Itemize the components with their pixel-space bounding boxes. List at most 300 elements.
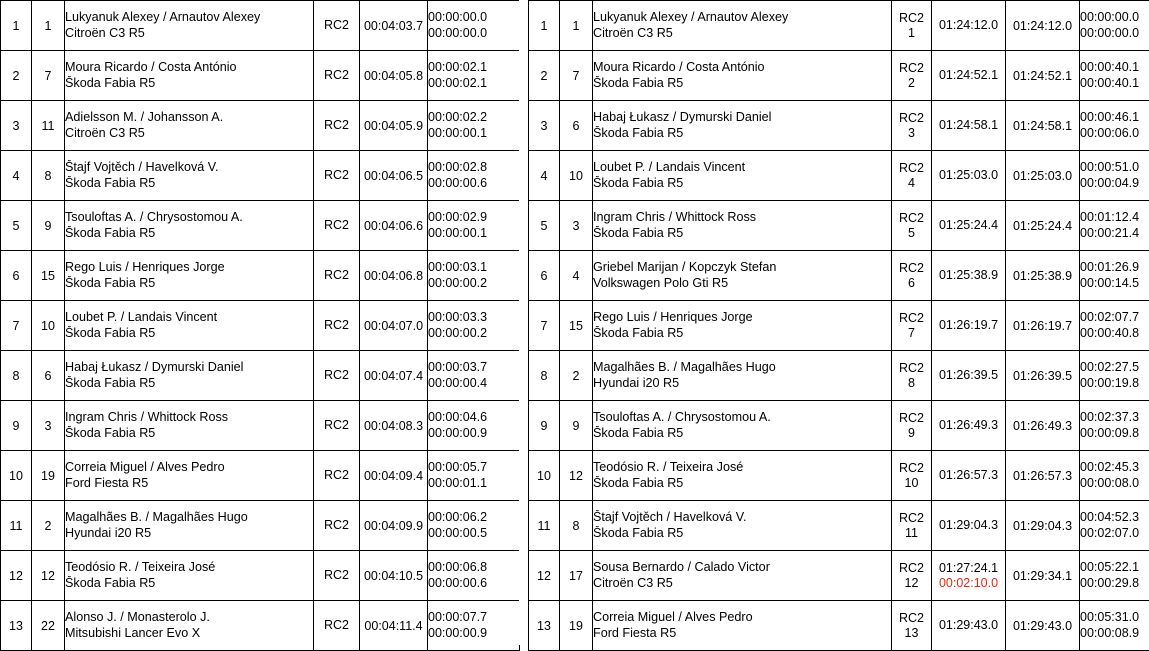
- class-cell: [892, 301, 932, 351]
- crew-car: Škoda Fabia R5: [65, 276, 313, 291]
- running-time-cell: [932, 301, 1006, 351]
- crew-cell: [65, 151, 314, 201]
- car-number: 9: [560, 401, 593, 451]
- table-row: [1, 401, 520, 451]
- overall-position: 2: [529, 51, 560, 101]
- stage-time: 00:04:06.8: [360, 251, 428, 301]
- penalty-time: 00:02:10.0: [932, 576, 1005, 591]
- running-time: 01:24:52.1: [932, 68, 1005, 83]
- crew-cell: [593, 501, 892, 551]
- class-cell: [892, 601, 932, 651]
- car-number: 7: [560, 51, 593, 101]
- class-rank: 3: [892, 126, 931, 140]
- table-row: [1, 201, 520, 251]
- diff-to-leader: 00:00:06.2: [428, 510, 519, 525]
- class-rank: 10: [892, 476, 931, 490]
- running-time: 01:25:03.0: [932, 168, 1005, 183]
- crew-cell: [65, 201, 314, 251]
- class-cell: [314, 451, 360, 501]
- class-name: RC2: [892, 611, 931, 625]
- overall-position: 3: [529, 101, 560, 151]
- crew-car: Citroën C3 R5: [593, 576, 891, 591]
- class-name: RC2: [892, 511, 931, 525]
- table-row: [1, 251, 520, 301]
- class-name: RC2: [892, 411, 931, 425]
- crew-cell: [593, 101, 892, 151]
- crew-cell: [593, 1, 892, 51]
- class-cell: [314, 201, 360, 251]
- table-row: [1, 551, 520, 601]
- diff-cell: [1080, 501, 1149, 551]
- diff-to-previous: 00:00:02.1: [428, 76, 519, 91]
- table-row: [1, 101, 520, 151]
- table-row: [529, 551, 1149, 601]
- class-rank: 2: [892, 76, 931, 90]
- car-number: 6: [32, 351, 65, 401]
- class-rank: 6: [892, 276, 931, 290]
- stage-time: 00:04:07.4: [360, 351, 428, 401]
- diff-to-previous: 00:00:29.8: [1080, 576, 1149, 591]
- crew-drivers: Magalhães B. / Magalhães Hugo: [593, 360, 891, 375]
- diff-cell: [428, 601, 520, 651]
- running-time-cell: [932, 401, 1006, 451]
- class-cell: [892, 401, 932, 451]
- crew-car: Škoda Fabia R5: [65, 576, 313, 591]
- crew-car: Volkswagen Polo Gti R5: [593, 276, 891, 291]
- class-cell: [892, 501, 932, 551]
- stage-position: 13: [1, 601, 32, 651]
- diff-to-leader: 00:00:46.1: [1080, 110, 1149, 125]
- crew-car: Škoda Fabia R5: [65, 326, 313, 341]
- stage-position: 6: [1, 251, 32, 301]
- car-number: 17: [560, 551, 593, 601]
- class-cell: [314, 251, 360, 301]
- crew-cell: [593, 51, 892, 101]
- class-cell: [314, 301, 360, 351]
- car-number: 8: [560, 501, 593, 551]
- class-rank: 12: [892, 576, 931, 590]
- crew-drivers: Lukyanuk Alexey / Arnautov Alexey: [65, 10, 313, 25]
- car-number: 2: [560, 351, 593, 401]
- overall-position: 8: [529, 351, 560, 401]
- class-cell: [892, 1, 932, 51]
- crew-cell: [593, 151, 892, 201]
- diff-to-previous: 00:00:00.0: [428, 26, 519, 41]
- car-number: 1: [560, 1, 593, 51]
- class-cell: [314, 51, 360, 101]
- crew-car: Škoda Fabia R5: [593, 226, 891, 241]
- car-number: 1: [32, 1, 65, 51]
- crew-car: Škoda Fabia R5: [593, 426, 891, 441]
- car-number: 2: [32, 501, 65, 551]
- crew-drivers: Habaj Łukasz / Dymurski Daniel: [65, 360, 313, 375]
- crew-drivers: Rego Luis / Henriques Jorge: [65, 260, 313, 275]
- total-time: 01:29:34.1: [1006, 551, 1080, 601]
- class-cell: [314, 1, 360, 51]
- car-number: 11: [32, 101, 65, 151]
- stage-position: 11: [1, 501, 32, 551]
- diff-to-leader: 00:00:00.0: [428, 10, 519, 25]
- running-time: 01:26:39.5: [932, 368, 1005, 383]
- table-row: [529, 51, 1149, 101]
- diff-to-leader: 00:00:03.7: [428, 360, 519, 375]
- crew-car: Citroën C3 R5: [593, 26, 891, 41]
- table-row: [529, 201, 1149, 251]
- crew-drivers: Loubet P. / Landais Vincent: [593, 160, 891, 175]
- class-cell: [892, 101, 932, 151]
- table-row: [529, 151, 1149, 201]
- class-name: RC2: [314, 18, 359, 32]
- class-name: RC2: [314, 268, 359, 282]
- running-time-cell: [932, 151, 1006, 201]
- diff-to-leader: 00:00:51.0: [1080, 160, 1149, 175]
- diff-cell: [428, 551, 520, 601]
- diff-to-leader: 00:04:52.3: [1080, 510, 1149, 525]
- diff-cell: [1080, 551, 1149, 601]
- class-name: RC2: [892, 11, 931, 25]
- diff-to-leader: 00:00:02.1: [428, 60, 519, 75]
- crew-drivers: Štajf Vojtěch / Havelková V.: [593, 510, 891, 525]
- diff-cell: [1080, 51, 1149, 101]
- running-time-cell: [932, 201, 1006, 251]
- diff-to-leader: 00:00:02.9: [428, 210, 519, 225]
- diff-to-previous: 00:00:04.9: [1080, 176, 1149, 191]
- class-rank: 1: [892, 26, 931, 40]
- stage-time: 00:04:11.4: [360, 601, 428, 651]
- car-number: 6: [560, 101, 593, 151]
- class-rank: 4: [892, 176, 931, 190]
- diff-to-leader: 00:00:00.0: [1080, 10, 1149, 25]
- crew-drivers: Tsouloftas A. / Chrysostomou A.: [593, 410, 891, 425]
- total-time: 01:29:43.0: [1006, 601, 1080, 651]
- table-row: [529, 451, 1149, 501]
- class-name: RC2: [314, 118, 359, 132]
- diff-to-previous: 00:00:09.8: [1080, 426, 1149, 441]
- class-name: RC2: [314, 318, 359, 332]
- table-row: [529, 601, 1149, 651]
- stage-position: 2: [1, 51, 32, 101]
- crew-cell: [65, 551, 314, 601]
- overall-results-table: [528, 0, 1149, 651]
- diff-cell: [428, 501, 520, 551]
- class-cell: [892, 451, 932, 501]
- diff-to-previous: 00:00:00.6: [428, 576, 519, 591]
- diff-to-leader: 00:01:26.9: [1080, 260, 1149, 275]
- table-row: [529, 101, 1149, 151]
- table-row: [1, 301, 520, 351]
- stage-results-panel: [0, 0, 519, 651]
- running-time-cell: [932, 251, 1006, 301]
- running-time-cell: [932, 551, 1006, 601]
- overall-position: 13: [529, 601, 560, 651]
- diff-cell: [1080, 201, 1149, 251]
- crew-car: Škoda Fabia R5: [593, 176, 891, 191]
- running-time: 01:27:24.1: [932, 561, 1005, 576]
- diff-cell: [428, 151, 520, 201]
- crew-car: Hyundai i20 R5: [593, 376, 891, 391]
- diff-to-leader: 00:05:22.1: [1080, 560, 1149, 575]
- diff-to-previous: 00:00:00.1: [428, 226, 519, 241]
- stage-time: 00:04:09.4: [360, 451, 428, 501]
- diff-to-previous: 00:00:00.9: [428, 626, 519, 641]
- crew-cell: [65, 351, 314, 401]
- running-time-cell: [932, 51, 1006, 101]
- table-row: [1, 151, 520, 201]
- car-number: 4: [560, 251, 593, 301]
- class-rank: 13: [892, 626, 931, 640]
- diff-to-previous: 00:00:01.1: [428, 476, 519, 491]
- diff-to-leader: 00:00:02.8: [428, 160, 519, 175]
- running-time-cell: [932, 1, 1006, 51]
- overall-position: 9: [529, 401, 560, 451]
- crew-drivers: Rego Luis / Henriques Jorge: [593, 310, 891, 325]
- running-time-cell: [932, 601, 1006, 651]
- crew-drivers: Teodósio R. / Teixeira José: [593, 460, 891, 475]
- crew-cell: [593, 401, 892, 451]
- table-row: [529, 501, 1149, 551]
- crew-cell: [593, 601, 892, 651]
- table-row: [1, 351, 520, 401]
- running-time-cell: [932, 101, 1006, 151]
- table-row: [1, 501, 520, 551]
- diff-to-leader: 00:02:07.7: [1080, 310, 1149, 325]
- table-row: [1, 51, 520, 101]
- stage-position: 10: [1, 451, 32, 501]
- stage-position: 9: [1, 401, 32, 451]
- stage-time: 00:04:06.6: [360, 201, 428, 251]
- class-rank: 11: [892, 526, 931, 540]
- diff-to-previous: 00:00:08.0: [1080, 476, 1149, 491]
- crew-drivers: Magalhães B. / Magalhães Hugo: [65, 510, 313, 525]
- crew-drivers: Correia Miguel / Alves Pedro: [593, 610, 891, 625]
- class-cell: [314, 151, 360, 201]
- overall-position: 4: [529, 151, 560, 201]
- overall-results-panel: [528, 0, 1149, 651]
- crew-cell: [65, 251, 314, 301]
- total-time: 01:26:57.3: [1006, 451, 1080, 501]
- overall-position: 6: [529, 251, 560, 301]
- stage-time: 00:04:08.3: [360, 401, 428, 451]
- crew-drivers: Ingram Chris / Whittock Ross: [593, 210, 891, 225]
- crew-car: Citroën C3 R5: [65, 126, 313, 141]
- class-cell: [892, 351, 932, 401]
- class-cell: [314, 551, 360, 601]
- diff-to-leader: 00:00:04.6: [428, 410, 519, 425]
- crew-car: Hyundai i20 R5: [65, 526, 313, 541]
- diff-to-previous: 00:00:00.1: [428, 126, 519, 141]
- running-time-cell: [932, 451, 1006, 501]
- crew-cell: [65, 401, 314, 451]
- diff-cell: [1080, 601, 1149, 651]
- crew-car: Škoda Fabia R5: [65, 226, 313, 241]
- running-time: 01:24:12.0: [932, 18, 1005, 33]
- stage-time: 00:04:03.7: [360, 1, 428, 51]
- class-name: RC2: [892, 311, 931, 325]
- stage-time: 00:04:05.8: [360, 51, 428, 101]
- table-row: [529, 401, 1149, 451]
- crew-cell: [65, 451, 314, 501]
- running-time: 01:24:58.1: [932, 118, 1005, 133]
- diff-cell: [1080, 351, 1149, 401]
- class-name: RC2: [892, 211, 931, 225]
- class-cell: [892, 151, 932, 201]
- crew-cell: [65, 1, 314, 51]
- diff-cell: [428, 401, 520, 451]
- stage-results-table: [0, 0, 520, 651]
- crew-cell: [65, 601, 314, 651]
- car-number: 10: [32, 301, 65, 351]
- class-name: RC2: [314, 618, 359, 632]
- total-time: 01:29:04.3: [1006, 501, 1080, 551]
- running-time: 01:25:24.4: [932, 218, 1005, 233]
- diff-cell: [428, 201, 520, 251]
- diff-to-previous: 00:00:00.9: [428, 426, 519, 441]
- overall-position: 11: [529, 501, 560, 551]
- car-number: 10: [560, 151, 593, 201]
- diff-to-previous: 00:00:00.4: [428, 376, 519, 391]
- diff-to-leader: 00:02:37.3: [1080, 410, 1149, 425]
- car-number: 3: [32, 401, 65, 451]
- car-number: 15: [560, 301, 593, 351]
- overall-position: 12: [529, 551, 560, 601]
- running-time-cell: [932, 351, 1006, 401]
- diff-to-leader: 00:00:07.7: [428, 610, 519, 625]
- diff-to-previous: 00:00:00.6: [428, 176, 519, 191]
- class-cell: [314, 501, 360, 551]
- diff-cell: [1080, 401, 1149, 451]
- stage-position: 1: [1, 1, 32, 51]
- diff-to-leader: 00:05:31.0: [1080, 610, 1149, 625]
- diff-to-previous: 00:00:40.8: [1080, 326, 1149, 341]
- total-time: 01:26:49.3: [1006, 401, 1080, 451]
- running-time: 01:26:19.7: [932, 318, 1005, 333]
- crew-cell: [593, 301, 892, 351]
- class-name: RC2: [892, 461, 931, 475]
- car-number: 19: [32, 451, 65, 501]
- total-time: 01:25:24.4: [1006, 201, 1080, 251]
- total-time: 01:24:12.0: [1006, 1, 1080, 51]
- class-name: RC2: [892, 261, 931, 275]
- class-rank: 7: [892, 326, 931, 340]
- crew-car: Škoda Fabia R5: [593, 326, 891, 341]
- class-name: RC2: [314, 218, 359, 232]
- crew-car: Škoda Fabia R5: [65, 176, 313, 191]
- car-number: 8: [32, 151, 65, 201]
- diff-to-leader: 00:00:40.1: [1080, 60, 1149, 75]
- crew-drivers: Moura Ricardo / Costa António: [593, 60, 891, 75]
- class-cell: [314, 401, 360, 451]
- crew-car: Citroën C3 R5: [65, 26, 313, 41]
- car-number: 12: [560, 451, 593, 501]
- crew-drivers: Adielsson M. / Johansson A.: [65, 110, 313, 125]
- panel-separator: [519, 0, 528, 645]
- crew-drivers: Moura Ricardo / Costa António: [65, 60, 313, 75]
- class-name: RC2: [892, 61, 931, 75]
- crew-drivers: Tsouloftas A. / Chrysostomou A.: [65, 210, 313, 225]
- diff-cell: [428, 301, 520, 351]
- running-time: 01:25:38.9: [932, 268, 1005, 283]
- diff-to-previous: 00:00:00.2: [428, 276, 519, 291]
- diff-cell: [1080, 251, 1149, 301]
- diff-to-previous: 00:00:00.0: [1080, 26, 1149, 41]
- crew-cell: [65, 51, 314, 101]
- car-number: 19: [560, 601, 593, 651]
- stage-position: 3: [1, 101, 32, 151]
- crew-cell: [593, 201, 892, 251]
- diff-to-previous: 00:02:07.0: [1080, 526, 1149, 541]
- diff-to-previous: 00:00:00.2: [428, 326, 519, 341]
- table-row: [529, 351, 1149, 401]
- crew-car: Škoda Fabia R5: [593, 126, 891, 141]
- table-row: [1, 601, 520, 651]
- class-rank: 8: [892, 376, 931, 390]
- class-name: RC2: [314, 368, 359, 382]
- crew-car: Škoda Fabia R5: [593, 76, 891, 91]
- overall-position: 1: [529, 1, 560, 51]
- stage-time: 00:04:10.5: [360, 551, 428, 601]
- crew-car: Ford Fiesta R5: [593, 626, 891, 641]
- class-rank: 5: [892, 226, 931, 240]
- car-number: 22: [32, 601, 65, 651]
- diff-to-leader: 00:00:06.8: [428, 560, 519, 575]
- class-cell: [892, 251, 932, 301]
- diff-to-previous: 00:00:06.0: [1080, 126, 1149, 141]
- diff-to-leader: 00:02:27.5: [1080, 360, 1149, 375]
- total-time: 01:24:58.1: [1006, 101, 1080, 151]
- class-cell: [892, 201, 932, 251]
- crew-drivers: Loubet P. / Landais Vincent: [65, 310, 313, 325]
- table-row: [529, 301, 1149, 351]
- class-name: RC2: [314, 68, 359, 82]
- car-number: 9: [32, 201, 65, 251]
- class-name: RC2: [314, 518, 359, 532]
- class-name: RC2: [314, 168, 359, 182]
- crew-drivers: Ingram Chris / Whittock Ross: [65, 410, 313, 425]
- diff-to-previous: 00:00:00.5: [428, 526, 519, 541]
- diff-cell: [428, 451, 520, 501]
- crew-drivers: Alonso J. / Monasterolo J.: [65, 610, 313, 625]
- table-row: [1, 1, 520, 51]
- diff-to-previous: 00:00:21.4: [1080, 226, 1149, 241]
- running-time-cell: [932, 501, 1006, 551]
- crew-cell: [593, 351, 892, 401]
- stage-position: 8: [1, 351, 32, 401]
- car-number: 12: [32, 551, 65, 601]
- crew-drivers: Štajf Vojtěch / Havelková V.: [65, 160, 313, 175]
- total-time: 01:26:39.5: [1006, 351, 1080, 401]
- class-name: RC2: [892, 361, 931, 375]
- diff-cell: [428, 1, 520, 51]
- running-time: 01:29:43.0: [932, 618, 1005, 633]
- running-time: 01:29:04.3: [932, 518, 1005, 533]
- diff-to-previous: 00:00:08.9: [1080, 626, 1149, 641]
- class-name: RC2: [892, 561, 931, 575]
- car-number: 7: [32, 51, 65, 101]
- stage-position: 4: [1, 151, 32, 201]
- stage-position: 7: [1, 301, 32, 351]
- crew-drivers: Griebel Marijan / Kopczyk Stefan: [593, 260, 891, 275]
- crew-car: Škoda Fabia R5: [65, 76, 313, 91]
- class-rank: 9: [892, 426, 931, 440]
- stage-time: 00:04:07.0: [360, 301, 428, 351]
- diff-cell: [428, 351, 520, 401]
- diff-cell: [1080, 301, 1149, 351]
- class-cell: [892, 51, 932, 101]
- diff-cell: [1080, 151, 1149, 201]
- stage-time: 00:04:09.9: [360, 501, 428, 551]
- crew-drivers: Lukyanuk Alexey / Arnautov Alexey: [593, 10, 891, 25]
- diff-to-leader: 00:02:45.3: [1080, 460, 1149, 475]
